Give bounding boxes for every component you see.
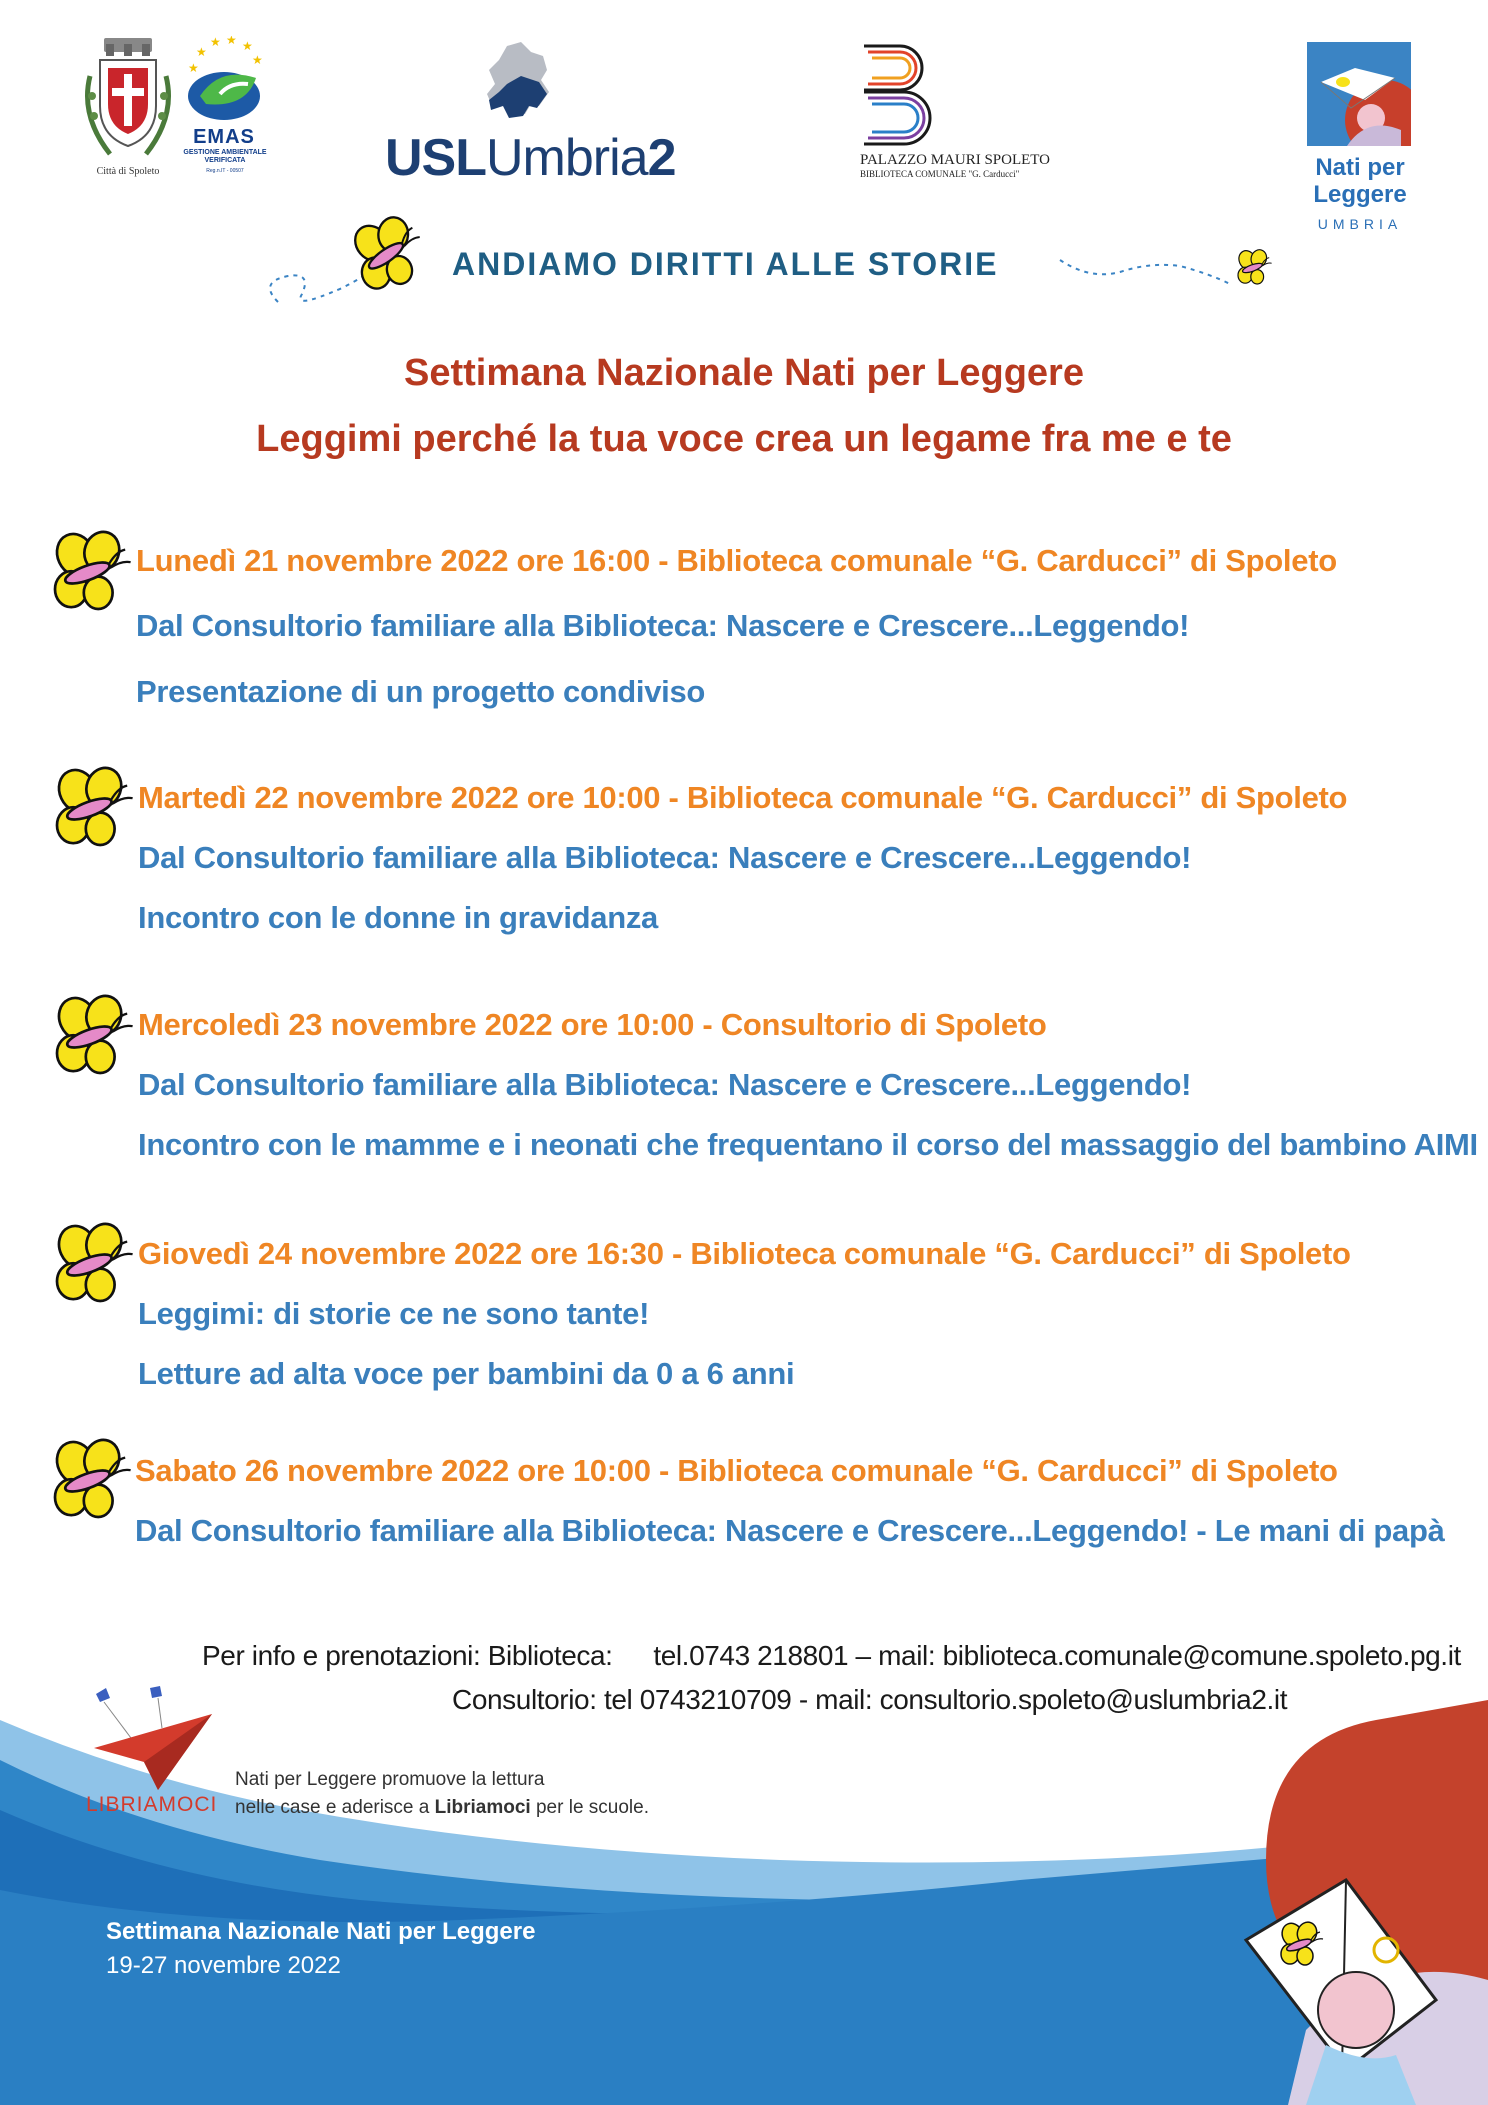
footer-title: Settimana Nazionale Nati per Leggere bbox=[106, 1918, 536, 1945]
svg-text:★: ★ bbox=[188, 61, 199, 75]
usl-wordmark-umbria: Umbria bbox=[486, 129, 648, 187]
libriamoci-logo-text: LIBRIAMOCI bbox=[86, 1793, 218, 1816]
nati-per-leggere-logo bbox=[1305, 42, 1415, 242]
event-3-butterfly-icon bbox=[48, 992, 138, 1082]
libriamoci-note-bold: Libriamoci bbox=[434, 1797, 531, 1818]
event-4-butterfly-icon bbox=[48, 1220, 138, 1310]
event-2-title: Martedì 22 novembre 2022 ore 10:00 - Biblioteca comunale “G. Carducci” di Spoleto bbox=[138, 780, 1348, 815]
event-5-title: Sabato 26 novembre 2022 ore 10:00 - Biblioteca comunale “G. Carducci” di Spoleto bbox=[135, 1453, 1338, 1488]
info-line-1 bbox=[202, 1640, 1461, 1672]
emas-subtitle-1: GESTIONE AMBIENTALE bbox=[183, 149, 267, 156]
libriamoci-plane-icon bbox=[86, 1686, 216, 1798]
spoleto-caption: Città di Spoleto bbox=[96, 166, 160, 177]
palazzo-b-monogram-icon bbox=[858, 40, 938, 150]
emas-stars-icon bbox=[180, 36, 270, 124]
npl-title bbox=[1305, 154, 1415, 208]
svg-text:★: ★ bbox=[242, 39, 253, 53]
umbria-map-icon bbox=[477, 40, 567, 132]
slogan: ANDIAMO DIRITTI ALLE STORIE bbox=[452, 246, 999, 282]
emas-title: EMAS bbox=[193, 126, 255, 148]
info-biblioteca-contact: tel.0743 218801 – mail: biblioteca.comunale@comune.spoleto.pg.it bbox=[653, 1640, 1461, 1671]
event-4-line-2: Letture ad alta voce per bambini da 0 a 6 anni bbox=[138, 1356, 795, 1391]
npl-title-line1: Nati per bbox=[1315, 154, 1405, 181]
event-1-title: Lunedì 21 novembre 2022 ore 16:00 - Biblioteca comunale “G. Carducci” di Spoleto bbox=[136, 543, 1337, 578]
libriamoci-note-line-1: Nati per Leggere promuove la lettura bbox=[235, 1769, 545, 1790]
event-3-line-1: Dal Consultorio familiare alla Biblioteca: Nascere e Crescere...Leggendo! bbox=[138, 1067, 1192, 1102]
emas-subtitle bbox=[180, 149, 270, 165]
libriamoci-note-pre: nelle case e aderisce a bbox=[235, 1797, 435, 1818]
citta-di-spoleto-logo bbox=[78, 36, 183, 186]
usl-wordmark-number: 2 bbox=[647, 129, 676, 187]
slogan-left-butterfly-icon bbox=[258, 210, 458, 320]
event-4-line-1: Leggimi: di storie ce ne sono tante! bbox=[138, 1296, 650, 1331]
reading-child-illustration bbox=[1236, 1700, 1488, 2105]
svg-text:★: ★ bbox=[226, 36, 237, 47]
event-3-line-2: Incontro con le mamme e i neonati che frequentano il corso del massaggio del bambino AIMI bbox=[138, 1127, 1478, 1162]
event-2-line-1: Dal Consultorio familiare alla Biblioteca: Nascere e Crescere...Leggendo! bbox=[138, 840, 1192, 875]
event-5-butterfly-icon bbox=[46, 1436, 136, 1526]
npl-region: UMBRIA bbox=[1317, 216, 1403, 232]
svg-text:★: ★ bbox=[210, 36, 221, 49]
footer-dates: 19-27 novembre 2022 bbox=[106, 1952, 341, 1979]
usl-wordmark-usl: USL bbox=[385, 129, 486, 187]
event-4-title: Giovedì 24 novembre 2022 ore 16:30 - Biblioteca comunale “G. Carducci” di Spoleto bbox=[138, 1236, 1351, 1271]
palazzo-library: BIBLIOTECA COMUNALE "G. Carducci" bbox=[860, 169, 1020, 179]
page-subtitle: Leggimi perché la tua voce crea un legame fra me e te bbox=[256, 418, 1232, 460]
emas-registration: Reg.n.IT - 00507 bbox=[206, 168, 244, 174]
libriamoci-note-post: per le scuole. bbox=[530, 1797, 649, 1818]
slogan-right-butterfly-icon bbox=[1058, 240, 1278, 310]
event-1-line-1: Dal Consultorio familiare alla Biblioteca: Nascere e Crescere...Leggendo! bbox=[136, 608, 1190, 643]
event-3-title: Mercoledì 23 novembre 2022 ore 10:00 - Consultorio di Spoleto bbox=[138, 1007, 1047, 1042]
event-2-butterfly-icon bbox=[48, 764, 138, 854]
event-2-line-2: Incontro con le donne in gravidanza bbox=[138, 900, 658, 935]
event-1-line-2: Presentazione di un progetto condiviso bbox=[136, 674, 706, 709]
emas-logo bbox=[180, 36, 270, 186]
event-1-butterfly-icon bbox=[46, 528, 136, 618]
info-consultorio-contact: Consultorio: tel 0743210709 - mail: consultorio.spoleto@uslumbria2.it bbox=[452, 1684, 1288, 1715]
info-label: Per info e prenotazioni: Biblioteca: bbox=[202, 1640, 613, 1671]
usl-wordmark bbox=[385, 128, 676, 188]
spoleto-coat-of-arms-icon bbox=[78, 36, 178, 164]
svg-text:★: ★ bbox=[196, 45, 207, 59]
palazzo-name: PALAZZO MAURI SPOLETO bbox=[860, 152, 1051, 168]
svg-text:★: ★ bbox=[252, 53, 263, 67]
reading-child-icon bbox=[1307, 42, 1411, 146]
npl-title-line2: Leggere bbox=[1313, 181, 1407, 208]
usl-umbria-logo bbox=[385, 40, 676, 187]
npl-illustration bbox=[1307, 42, 1411, 146]
emas-subtitle-2: VERIFICATA bbox=[204, 157, 246, 164]
libriamoci-note bbox=[235, 1766, 649, 1822]
page-title: Settimana Nazionale Nati per Leggere bbox=[404, 352, 1084, 394]
libriamoci-note-line-2 bbox=[235, 1794, 649, 1822]
event-5-line-1: Dal Consultorio familiare alla Biblioteca: Nascere e Crescere...Leggendo! - Le mani di papà bbox=[135, 1513, 1445, 1548]
palazzo-mauri-logo bbox=[858, 40, 1058, 190]
